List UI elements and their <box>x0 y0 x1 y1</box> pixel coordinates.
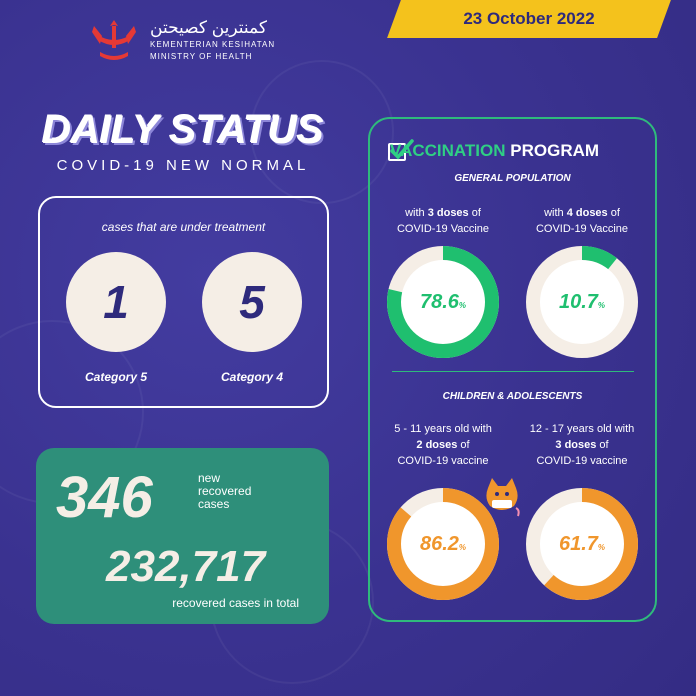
general-population-heading: GENERAL POPULATION <box>454 173 571 184</box>
percent-sign: % <box>597 543 606 552</box>
percent-sign: % <box>458 301 467 310</box>
dose-caption-line2: COVID-19 Vaccine <box>535 223 629 235</box>
vaccination-title <box>390 141 599 161</box>
children-adolescents-heading: CHILDREN & ADOLESCENTS <box>442 391 583 402</box>
date-label: 23 October 2022 <box>463 9 595 28</box>
dose-caption-bold: 3 doses <box>427 207 469 219</box>
category-4-label: Category 4 <box>220 370 284 384</box>
vaccination-title-word: VACCINATION <box>390 141 506 160</box>
new-recovered-label-line: cases <box>198 497 230 511</box>
dose-caption-text: 5 - 11 years old with <box>394 423 492 435</box>
ring-value-number: 86.2 <box>419 533 459 555</box>
ministry-logo <box>88 16 288 64</box>
new-recovered-label <box>198 472 278 511</box>
percent-sign: % <box>458 543 467 552</box>
percent-sign: % <box>597 301 606 310</box>
dose-caption <box>515 421 649 469</box>
new-recovered-label-line: new <box>198 471 221 485</box>
ring-value-number: 61.7 <box>558 533 598 555</box>
dose-caption-line2: COVID-19 vaccine <box>536 455 628 467</box>
dose-caption-text: 12 - 17 years old with <box>529 423 635 435</box>
ring-value <box>525 245 639 359</box>
category-5-count: 1 <box>66 252 166 352</box>
treatment-panel <box>38 196 329 408</box>
dose-caption-text: of <box>607 207 620 219</box>
new-recovered-label-line: recovered <box>198 484 252 498</box>
dose-caption-bold: 4 doses <box>566 207 608 219</box>
dose-caption-text: with <box>544 207 567 219</box>
dose-caption-bold: 3 doses <box>555 439 597 451</box>
ring-value-number: 78.6 <box>419 291 459 313</box>
category-5-label: Category 5 <box>84 370 148 384</box>
ministry-arabic-name: كمنترين كصيحتن <box>150 18 267 37</box>
ministry-english-name: MINISTRY OF HEALTH <box>150 52 253 61</box>
treatment-label: cases that are under treatment <box>101 220 266 234</box>
cat-mascot-icon <box>478 474 524 520</box>
ministry-malay-name: KEMENTERIAN KESIHATAN <box>150 40 276 49</box>
recovered-panel <box>36 448 329 624</box>
dose-caption-line2: COVID-19 Vaccine <box>396 223 490 235</box>
program-title-word: PROGRAM <box>505 141 600 160</box>
ring-value <box>525 487 639 601</box>
dose-caption-text: with <box>405 207 428 219</box>
page-title: DAILY STATUS <box>42 108 324 152</box>
total-recovered-label: recovered cases in total <box>172 596 299 610</box>
brunei-crest-icon <box>88 16 140 64</box>
section-divider <box>392 371 634 372</box>
ring-value-number: 10.7 <box>558 291 598 313</box>
dose-caption <box>515 205 649 237</box>
dose-caption-line2: COVID-19 vaccine <box>397 455 489 467</box>
dose-caption-text: of <box>457 439 470 451</box>
ring-value <box>386 245 500 359</box>
dose-caption-text: of <box>468 207 481 219</box>
dose-caption-text: of <box>596 439 609 451</box>
dose-caption <box>376 421 510 469</box>
vaccination-panel <box>368 117 657 622</box>
category-4-count: 5 <box>202 252 302 352</box>
total-recovered-count: 232,717 <box>106 542 266 591</box>
new-recovered-count: 346 <box>56 465 153 530</box>
dose-caption <box>376 205 510 237</box>
dose-caption-bold: 2 doses <box>416 439 458 451</box>
page-subtitle: COVID-19 NEW NORMAL <box>56 157 310 174</box>
